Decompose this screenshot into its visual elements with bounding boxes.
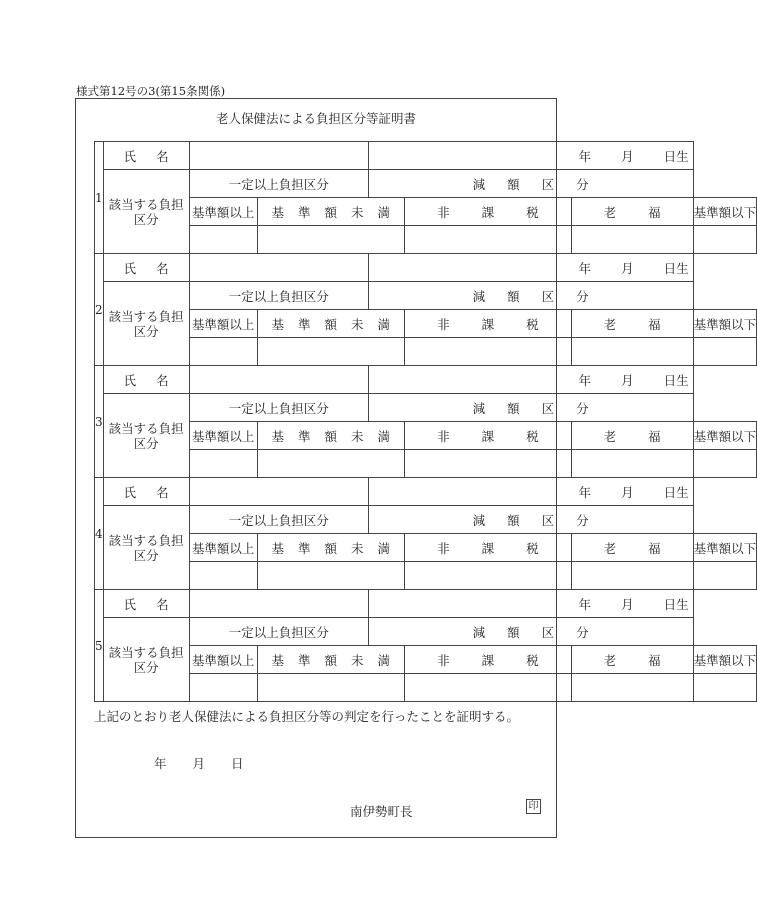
- burden-category-label: 該当する負担区分: [103, 618, 189, 702]
- below-base-cell[interactable]: [257, 450, 405, 478]
- below-base-cell[interactable]: [257, 674, 405, 702]
- non-taxable-header: 非課税: [405, 422, 572, 450]
- base-or-less-header: 基準額以下: [693, 310, 757, 338]
- elderly-welfare-header: 老福: [571, 534, 693, 562]
- fixed-burden-header: 一定以上負担区分: [189, 618, 368, 646]
- entry-4-value-row: [95, 562, 757, 590]
- entry-1-header-row: [95, 170, 757, 198]
- entry-2-value-row: [95, 338, 757, 366]
- non-taxable-cell[interactable]: [405, 338, 572, 366]
- below-base-header: 基準額未満: [257, 534, 405, 562]
- base-or-less-cell[interactable]: [693, 562, 757, 590]
- reduction-header: 減額区分: [368, 394, 693, 422]
- fixed-burden-header: 一定以上負担区分: [189, 394, 368, 422]
- elderly-welfare-header: 老福: [571, 310, 693, 338]
- above-base-cell[interactable]: [189, 338, 257, 366]
- fixed-burden-header: 一定以上負担区分: [189, 506, 368, 534]
- name-label: 氏名: [103, 254, 189, 282]
- certification-statement: 上記のとおり老人保健法による負担区分等の判定を行ったことを証明する。: [94, 709, 520, 724]
- reduction-header: 減額区分: [368, 170, 693, 198]
- above-base-cell[interactable]: [189, 674, 257, 702]
- certificate-frame: [75, 98, 757, 838]
- base-or-less-cell[interactable]: [693, 226, 757, 254]
- fixed-burden-header: 一定以上負担区分: [189, 170, 368, 198]
- entry-2-subheader-row: [95, 310, 757, 338]
- burden-category-label: 該当する負担区分: [103, 394, 189, 478]
- entry-1-name-row: [95, 142, 757, 170]
- issuer-name: 南伊勢町長: [350, 804, 413, 819]
- entry-5-name-row: [95, 590, 757, 618]
- non-taxable-cell[interactable]: [405, 674, 572, 702]
- above-base-header: 基準額以上: [189, 422, 257, 450]
- below-base-header: 基準額未満: [257, 310, 405, 338]
- elderly-welfare-header: 老福: [571, 646, 693, 674]
- above-base-cell[interactable]: [189, 562, 257, 590]
- below-base-cell[interactable]: [257, 226, 405, 254]
- base-or-less-cell[interactable]: [693, 674, 757, 702]
- below-base-cell[interactable]: [257, 338, 405, 366]
- fixed-burden-header: 一定以上負担区分: [189, 282, 368, 310]
- reduction-header: 減額区分: [368, 506, 693, 534]
- entry-number: 5: [95, 590, 104, 702]
- entry-5-header-row: [95, 618, 757, 646]
- certification-date: 年 月 日: [154, 756, 244, 771]
- entry-3-name-row: [95, 366, 757, 394]
- non-taxable-cell[interactable]: [405, 562, 572, 590]
- entry-3-subheader-row: [95, 422, 757, 450]
- seal-mark: 印: [526, 799, 541, 814]
- entry-4-name-row: [95, 478, 757, 506]
- non-taxable-header: 非課税: [405, 534, 572, 562]
- entry-3-header-row: [95, 394, 757, 422]
- reduction-header: 減額区分: [368, 618, 693, 646]
- non-taxable-header: 非課税: [405, 646, 572, 674]
- entry-number: 1: [95, 142, 104, 254]
- name-label: 氏名: [103, 590, 189, 618]
- entry-3-value-row: [95, 450, 757, 478]
- entries-table: [94, 141, 757, 702]
- birth-date-field[interactable]: 年 月 日生: [368, 366, 693, 394]
- base-or-less-header: 基準額以下: [693, 422, 757, 450]
- entry-number: 3: [95, 366, 104, 478]
- elderly-welfare-cell[interactable]: [571, 674, 693, 702]
- entry-2-name-row: [95, 254, 757, 282]
- non-taxable-cell[interactable]: [405, 450, 572, 478]
- elderly-welfare-cell[interactable]: [571, 450, 693, 478]
- name-field[interactable]: [189, 478, 368, 506]
- entry-5-value-row: [95, 674, 757, 702]
- below-base-cell[interactable]: [257, 562, 405, 590]
- birth-date-field[interactable]: 年 月 日生: [368, 590, 693, 618]
- elderly-welfare-cell[interactable]: [571, 226, 693, 254]
- below-base-header: 基準額未満: [257, 422, 405, 450]
- name-field[interactable]: [189, 366, 368, 394]
- name-label: 氏名: [103, 366, 189, 394]
- above-base-cell[interactable]: [189, 450, 257, 478]
- entry-1-value-row: [95, 226, 757, 254]
- base-or-less-header: 基準額以下: [693, 198, 757, 226]
- document-title: 老人保健法による負担区分等証明書: [215, 111, 416, 126]
- above-base-header: 基準額以上: [189, 534, 257, 562]
- above-base-header: 基準額以上: [189, 310, 257, 338]
- below-base-header: 基準額未満: [257, 198, 405, 226]
- reduction-header: 減額区分: [368, 282, 693, 310]
- name-field[interactable]: [189, 142, 368, 170]
- base-or-less-cell[interactable]: [693, 450, 757, 478]
- non-taxable-cell[interactable]: [405, 226, 572, 254]
- entry-4-header-row: [95, 506, 757, 534]
- name-label: 氏名: [103, 142, 189, 170]
- elderly-welfare-header: 老福: [571, 198, 693, 226]
- above-base-header: 基準額以上: [189, 646, 257, 674]
- above-base-header: 基準額以上: [189, 198, 257, 226]
- above-base-cell[interactable]: [189, 226, 257, 254]
- birth-date-field[interactable]: 年 月 日生: [368, 478, 693, 506]
- elderly-welfare-cell[interactable]: [571, 338, 693, 366]
- entry-1-subheader-row: [95, 198, 757, 226]
- name-field[interactable]: [189, 254, 368, 282]
- name-field[interactable]: [189, 590, 368, 618]
- base-or-less-header: 基準額以下: [693, 534, 757, 562]
- entry-4-subheader-row: [95, 534, 757, 562]
- entry-2-header-row: [95, 282, 757, 310]
- non-taxable-header: 非課税: [405, 198, 572, 226]
- name-label: 氏名: [103, 478, 189, 506]
- base-or-less-cell[interactable]: [693, 338, 757, 366]
- birth-date-field[interactable]: 年 月 日生: [368, 254, 693, 282]
- burden-category-label: 該当する負担区分: [103, 506, 189, 590]
- burden-category-label: 該当する負担区分: [103, 282, 189, 366]
- elderly-welfare-cell[interactable]: [571, 562, 693, 590]
- below-base-header: 基準額未満: [257, 646, 405, 674]
- entry-number: 2: [95, 254, 104, 366]
- base-or-less-header: 基準額以下: [693, 646, 757, 674]
- entry-number: 4: [95, 478, 104, 590]
- elderly-welfare-header: 老福: [571, 422, 693, 450]
- non-taxable-header: 非課税: [405, 310, 572, 338]
- form-number-label: 様式第12号の3(第15条関係): [76, 84, 226, 98]
- entry-5-subheader-row: [95, 646, 757, 674]
- birth-date-field[interactable]: 年 月 日生: [368, 142, 693, 170]
- burden-category-label: 該当する負担区分: [103, 170, 189, 254]
